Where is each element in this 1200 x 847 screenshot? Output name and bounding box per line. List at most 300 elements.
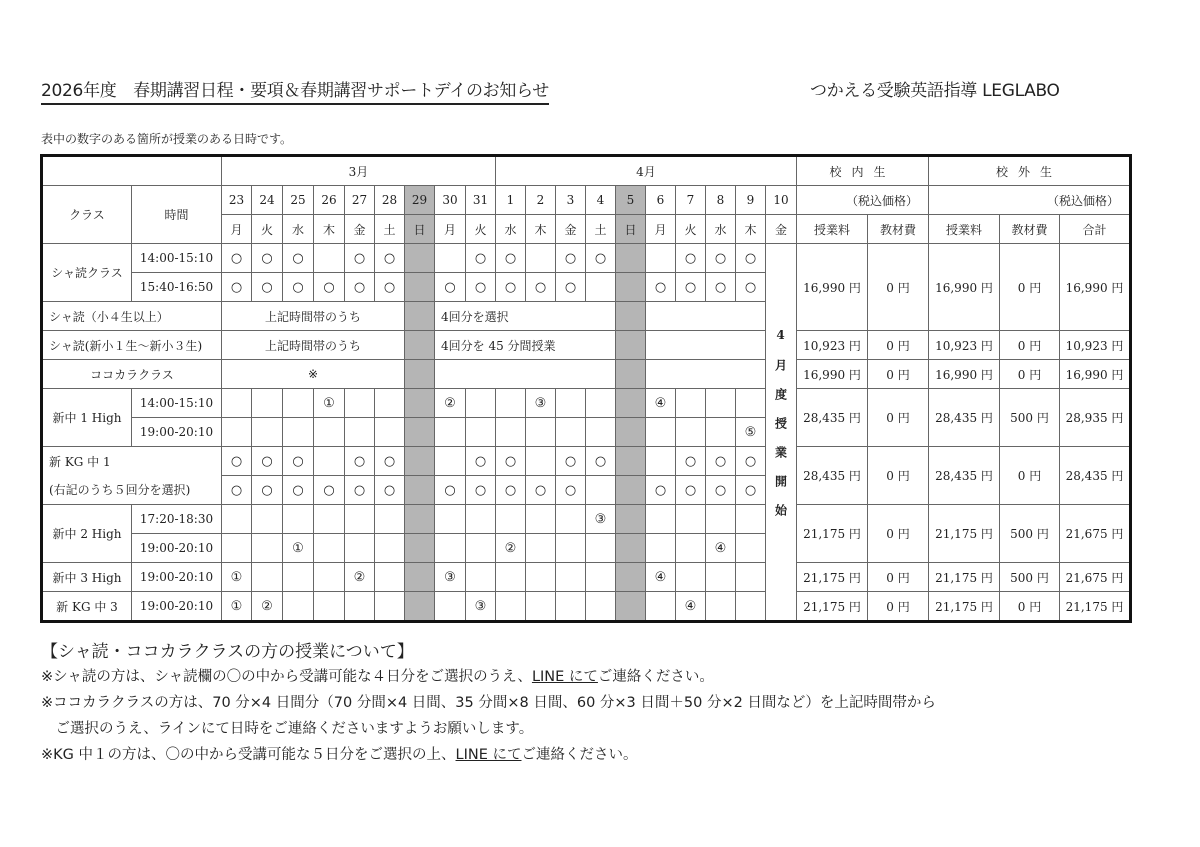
schedule-mark <box>646 418 676 447</box>
schedule-mark: ○ <box>646 476 676 505</box>
schedule-mark <box>586 592 616 622</box>
holiday-cell <box>616 360 646 389</box>
date-cell: 1 <box>496 186 526 215</box>
schedule-mark: ○ <box>375 447 405 476</box>
schedule-mark <box>676 505 706 534</box>
table-intro-text: 表中の数字のある箇所が授業のある日時です。 <box>41 132 293 146</box>
price-cell: 16,990 円 <box>929 244 1000 331</box>
schedule-mark <box>466 505 496 534</box>
price-cell: 28,435 円 <box>929 447 1000 505</box>
schedule-mark <box>646 505 676 534</box>
price-cell: 21,175 円 <box>929 563 1000 592</box>
schedule-mark <box>646 534 676 563</box>
schedule-mark <box>646 447 676 476</box>
holiday-cell <box>405 592 435 622</box>
schedule-mark: ○ <box>736 244 766 273</box>
price-cell: 16,990 円 <box>929 360 1000 389</box>
schedule-mark: ○ <box>314 273 345 302</box>
schedule-mark <box>435 592 466 622</box>
class-time: 17:20-18:30 <box>132 505 222 534</box>
price-cell: 21,175 円 <box>929 592 1000 622</box>
note-cocokara: ※ココカラクラスの方は、70 分×4 日間分（70 分間×4 日間、35 分間×8 日間、60 分×3 日間＋50 分×2 日間など）を上記時間帯から <box>41 695 936 711</box>
price-cell: 0 円 <box>868 505 929 563</box>
price-cell: 0 円 <box>1000 244 1060 331</box>
date-cell: 9 <box>736 186 766 215</box>
holiday-cell <box>616 389 646 418</box>
schedule-mark <box>496 505 526 534</box>
fee-header: 教材費 <box>868 215 929 244</box>
weekday-cell: 金 <box>556 215 586 244</box>
schedule-mark <box>283 592 314 622</box>
price-cell: 0 円 <box>1000 360 1060 389</box>
schedule-mark: ○ <box>283 447 314 476</box>
holiday-cell <box>405 273 435 302</box>
schedule-note: 上記時間帯のうち <box>222 302 405 331</box>
price-cell: 500 円 <box>1000 505 1060 563</box>
schedule-mark <box>283 418 314 447</box>
schedule-mark: ○ <box>556 476 586 505</box>
schedule-mark <box>314 418 345 447</box>
price-cell: 21,175 円 <box>1060 592 1131 622</box>
weekday-cell: 水 <box>283 215 314 244</box>
schedule-mark: ○ <box>706 447 736 476</box>
schedule-mark: ④ <box>646 563 676 592</box>
class-name: (右記のうち５回分を選択) <box>42 476 222 505</box>
schedule-mark <box>466 418 496 447</box>
schedule-mark <box>252 389 283 418</box>
table-row <box>42 563 1131 592</box>
schedule-mark <box>314 534 345 563</box>
price-cell: 16,990 円 <box>797 244 868 331</box>
schedule-mark <box>345 592 375 622</box>
holiday-cell <box>616 563 646 592</box>
schedule-mark: ○ <box>222 447 252 476</box>
schedule-note <box>646 302 766 331</box>
price-cell: 0 円 <box>868 244 929 331</box>
price-cell: 16,990 円 <box>1060 244 1131 331</box>
schedule-mark <box>345 505 375 534</box>
schedule-mark <box>466 534 496 563</box>
schedule-mark: ○ <box>646 273 676 302</box>
weekday-cell: 水 <box>706 215 736 244</box>
schedule-mark <box>526 534 556 563</box>
note-text: ご連絡ください。 <box>521 747 638 763</box>
schedule-mark: ○ <box>435 273 466 302</box>
schedule-mark <box>556 534 586 563</box>
date-cell: 4 <box>586 186 616 215</box>
schedule-mark <box>646 592 676 622</box>
table-row <box>42 389 1131 418</box>
schedule-mark <box>496 563 526 592</box>
schedule-mark: ② <box>252 592 283 622</box>
schedule-mark: ○ <box>556 447 586 476</box>
schedule-mark <box>706 418 736 447</box>
weekday-cell: 土 <box>586 215 616 244</box>
schedule-mark: ① <box>283 534 314 563</box>
schedule-mark <box>466 563 496 592</box>
class-time: 19:00-20:10 <box>132 592 222 622</box>
class-name: シャ読（小４生以上） <box>42 302 222 331</box>
fee-header: 教材費 <box>1000 215 1060 244</box>
price-cell: 28,935 円 <box>1060 389 1131 447</box>
class-name: 新中 2 High <box>42 505 132 563</box>
price-cell: 21,175 円 <box>797 505 868 563</box>
schedule-mark: ○ <box>676 447 706 476</box>
schedule-mark: ④ <box>676 592 706 622</box>
schedule-mark <box>736 592 766 622</box>
weekday-cell: 月 <box>435 215 466 244</box>
holiday-cell <box>616 302 646 331</box>
schedule-mark <box>252 418 283 447</box>
table-row <box>42 331 1131 360</box>
holiday-cell <box>616 476 646 505</box>
price-cell: 21,175 円 <box>797 563 868 592</box>
class-time: 19:00-20:10 <box>132 534 222 563</box>
note-text: ご連絡ください。 <box>597 669 714 685</box>
schedule-note: 4回分を 45 分間授業 <box>435 331 616 360</box>
holiday-cell <box>616 592 646 622</box>
schedule-mark: ○ <box>222 244 252 273</box>
table-row <box>42 447 1131 476</box>
class-time: 19:00-20:10 <box>132 563 222 592</box>
schedule-mark: ○ <box>676 273 706 302</box>
class-time: 14:00-15:10 <box>132 389 222 418</box>
schedule-mark <box>435 244 466 273</box>
schedule-mark <box>586 476 616 505</box>
date-cell: 28 <box>375 186 405 215</box>
schedule-mark <box>375 418 405 447</box>
schedule-mark <box>556 563 586 592</box>
schedule-mark: ① <box>222 592 252 622</box>
schedule-mark <box>314 244 345 273</box>
weekday-cell: 火 <box>676 215 706 244</box>
schedule-mark <box>375 505 405 534</box>
schedule-mark: ○ <box>345 273 375 302</box>
weekday-cell: 日 <box>405 215 435 244</box>
schedule-mark <box>526 447 556 476</box>
schedule-mark <box>706 389 736 418</box>
schedule-mark <box>736 389 766 418</box>
price-cell: 28,435 円 <box>929 389 1000 447</box>
schedule-note <box>646 360 766 389</box>
schedule-mark: ○ <box>676 244 706 273</box>
schedule-mark <box>375 534 405 563</box>
schedule-mark <box>222 389 252 418</box>
schedule-mark: ○ <box>283 273 314 302</box>
schedule-mark <box>736 563 766 592</box>
schedule-mark: ○ <box>466 273 496 302</box>
date-cell: 25 <box>283 186 314 215</box>
price-cell: 0 円 <box>868 360 929 389</box>
schedule-mark <box>435 447 466 476</box>
notes-heading: 【シャ読・ココカラクラスの方の授業について】 <box>41 642 414 662</box>
schedule-note: 上記時間帯のうち <box>222 331 405 360</box>
schedule-mark: ○ <box>314 476 345 505</box>
holiday-cell <box>616 244 646 273</box>
holiday-cell <box>616 447 646 476</box>
schedule-mark <box>556 505 586 534</box>
weekday-cell: 木 <box>314 215 345 244</box>
schedule-mark: ○ <box>466 447 496 476</box>
notes-section <box>41 640 936 768</box>
schedule-mark <box>526 563 556 592</box>
date-cell: 7 <box>676 186 706 215</box>
schedule-mark: ○ <box>466 476 496 505</box>
weekday-cell: 金 <box>766 215 797 244</box>
schedule-mark <box>496 592 526 622</box>
schedule-mark <box>736 505 766 534</box>
fee-header: 合計 <box>1060 215 1131 244</box>
schedule-mark: ○ <box>345 244 375 273</box>
date-cell: 6 <box>646 186 676 215</box>
class-name: シャ読クラス <box>42 244 132 302</box>
schedule-mark <box>375 389 405 418</box>
note-text: ※KG 中１の方は、〇の中から受講可能な５日分をご選択の上、 <box>41 747 456 763</box>
header-internal-students: 校内生 <box>797 156 929 186</box>
schedule-mark <box>314 563 345 592</box>
schedule-mark <box>736 534 766 563</box>
holiday-cell <box>616 273 646 302</box>
schedule-mark: ① <box>314 389 345 418</box>
date-cell: 23 <box>222 186 252 215</box>
schedule-mark: ○ <box>222 273 252 302</box>
date-cell: 24 <box>252 186 283 215</box>
schedule-mark: ④ <box>646 389 676 418</box>
schedule-mark <box>314 447 345 476</box>
holiday-cell <box>405 563 435 592</box>
price-cell: 0 円 <box>1000 447 1060 505</box>
schedule-mark: ○ <box>706 476 736 505</box>
schedule-mark: ○ <box>375 273 405 302</box>
schedule-mark: ○ <box>435 476 466 505</box>
schedule-mark <box>556 592 586 622</box>
holiday-cell <box>616 418 646 447</box>
schedule-mark: ○ <box>526 476 556 505</box>
line-link[interactable]: LINE にて <box>455 747 522 763</box>
date-cell: 26 <box>314 186 345 215</box>
header-external-students: 校外生 <box>929 156 1131 186</box>
schedule-note <box>646 331 766 360</box>
schedule-mark <box>345 418 375 447</box>
price-cell: 500 円 <box>1000 389 1060 447</box>
schedule-mark: ○ <box>283 476 314 505</box>
fee-header: 授業料 <box>929 215 1000 244</box>
weekday-cell: 月 <box>646 215 676 244</box>
schedule-mark <box>222 505 252 534</box>
price-cell: 0 円 <box>868 331 929 360</box>
fee-header: 授業料 <box>797 215 868 244</box>
month-march: 3月 <box>222 156 496 186</box>
class-time: 15:40-16:50 <box>132 273 222 302</box>
date-cell: 3 <box>556 186 586 215</box>
weekday-cell: 火 <box>466 215 496 244</box>
schedule-mark: ○ <box>252 447 283 476</box>
class-name: 新 KG 中 3 <box>42 592 132 622</box>
month-april: 4月 <box>496 156 797 186</box>
schedule-mark <box>375 592 405 622</box>
date-cell: 5 <box>616 186 646 215</box>
holiday-cell <box>405 302 435 331</box>
table-row <box>42 186 1131 215</box>
table-row <box>42 592 1131 622</box>
schedule-mark <box>706 505 736 534</box>
class-name: 新 KG 中 1 <box>42 447 222 476</box>
schedule-mark: ② <box>435 389 466 418</box>
header-blank <box>42 156 222 186</box>
note-cocokara-cont: ご選択のうえ、ラインにて日時をご連絡くださいますようお願いします。 <box>41 721 534 737</box>
price-cell: 21,175 円 <box>797 592 868 622</box>
schedule-mark: ○ <box>345 476 375 505</box>
schedule-mark <box>252 505 283 534</box>
class-name: 新中 1 High <box>42 389 132 447</box>
date-cell: 10 <box>766 186 797 215</box>
schedule-mark: ○ <box>252 273 283 302</box>
price-cell: 16,990 円 <box>1060 360 1131 389</box>
page-title: 2026年度 春期講習日程・要項＆春期講習サポートデイのお知らせ <box>41 76 549 105</box>
schedule-mark: ② <box>496 534 526 563</box>
note-sharead <box>41 664 936 690</box>
weekday-cell: 金 <box>345 215 375 244</box>
schedule-mark: ⑤ <box>736 418 766 447</box>
price-cell: 21,675 円 <box>1060 563 1131 592</box>
schedule-mark <box>586 563 616 592</box>
schedule-mark <box>222 534 252 563</box>
holiday-cell <box>405 534 435 563</box>
schedule-mark: ○ <box>706 273 736 302</box>
schedule-mark: ③ <box>586 505 616 534</box>
schedule-mark <box>283 505 314 534</box>
schedule-mark: ○ <box>222 476 252 505</box>
schedule-mark: ○ <box>736 476 766 505</box>
schedule-mark <box>556 418 586 447</box>
table-row <box>42 156 1131 186</box>
weekday-cell: 土 <box>375 215 405 244</box>
schedule-mark: ○ <box>345 447 375 476</box>
schedule-mark: ○ <box>706 244 736 273</box>
schedule-mark <box>526 418 556 447</box>
holiday-cell <box>405 418 435 447</box>
schedule-mark <box>676 563 706 592</box>
schedule-mark: ○ <box>252 476 283 505</box>
schedule-mark: ○ <box>556 244 586 273</box>
schedule-mark: ○ <box>375 244 405 273</box>
price-cell: 0 円 <box>1000 331 1060 360</box>
schedule-mark: ○ <box>496 447 526 476</box>
class-name: シャ読(新小１生～新小３生) <box>42 331 222 360</box>
class-name: ココカラクラス <box>42 360 222 389</box>
weekday-cell: 木 <box>736 215 766 244</box>
price-cell: 10,923 円 <box>1060 331 1131 360</box>
holiday-cell <box>616 505 646 534</box>
schedule-mark: ○ <box>496 476 526 505</box>
schedule-mark <box>586 273 616 302</box>
schedule-mark <box>526 244 556 273</box>
schedule-mark: ○ <box>586 244 616 273</box>
price-cell: 28,435 円 <box>797 389 868 447</box>
weekday-cell: 火 <box>252 215 283 244</box>
schedule-mark <box>526 592 556 622</box>
schedule-mark <box>556 389 586 418</box>
date-cell: 8 <box>706 186 736 215</box>
schedule-note <box>435 360 616 389</box>
organization-name: つかえる受験英語指導 LEGLABO <box>810 81 1060 101</box>
date-cell: 27 <box>345 186 375 215</box>
price-cell: 21,675 円 <box>1060 505 1131 563</box>
schedule-mark <box>496 418 526 447</box>
schedule-mark: ○ <box>375 476 405 505</box>
schedule-mark <box>466 389 496 418</box>
schedule-mark <box>314 592 345 622</box>
price-cell: 500 円 <box>1000 563 1060 592</box>
table-row <box>42 360 1131 389</box>
schedule-mark: ③ <box>466 592 496 622</box>
weekday-cell: 木 <box>526 215 556 244</box>
date-cell: 29 <box>405 186 435 215</box>
schedule-mark <box>252 534 283 563</box>
schedule-mark <box>676 534 706 563</box>
price-cell: 0 円 <box>868 447 929 505</box>
schedule-mark <box>706 563 736 592</box>
holiday-cell <box>616 331 646 360</box>
schedule-mark <box>435 418 466 447</box>
schedule-mark: ○ <box>526 273 556 302</box>
class-name: 新中 3 High <box>42 563 132 592</box>
schedule-mark: ○ <box>496 273 526 302</box>
schedule-mark: ① <box>222 563 252 592</box>
note-text: ※シャ読の方は、シャ読欄の〇の中から受講可能な４日分をご選択のうえ、 <box>41 669 532 685</box>
schedule-mark <box>283 563 314 592</box>
price-cell: 10,923 円 <box>929 331 1000 360</box>
schedule-mark <box>676 418 706 447</box>
schedule-mark <box>345 389 375 418</box>
schedule-mark <box>375 563 405 592</box>
schedule-mark: ○ <box>586 447 616 476</box>
price-cell: 0 円 <box>1000 592 1060 622</box>
schedule-mark: ○ <box>283 244 314 273</box>
schedule-mark <box>586 534 616 563</box>
schedule-note: ※ <box>222 360 405 389</box>
line-link[interactable]: LINE にて <box>531 669 598 685</box>
holiday-cell <box>405 505 435 534</box>
schedule-mark <box>345 534 375 563</box>
class-time: 14:00-15:10 <box>132 244 222 273</box>
schedule-mark: ○ <box>252 244 283 273</box>
note-kg <box>41 742 936 768</box>
schedule-mark <box>676 389 706 418</box>
date-cell: 2 <box>526 186 556 215</box>
schedule-mark <box>586 418 616 447</box>
table-row <box>42 505 1131 534</box>
weekday-cell: 月 <box>222 215 252 244</box>
tax-note: （税込価格） <box>929 186 1131 215</box>
class-time: 19:00-20:10 <box>132 418 222 447</box>
schedule-mark <box>435 534 466 563</box>
holiday-cell <box>405 244 435 273</box>
holiday-cell <box>405 476 435 505</box>
schedule-mark <box>283 389 314 418</box>
price-cell: 28,435 円 <box>1060 447 1131 505</box>
schedule-mark: ○ <box>736 273 766 302</box>
header-time: 時間 <box>132 186 222 244</box>
schedule-mark: ○ <box>676 476 706 505</box>
schedule-mark: ○ <box>736 447 766 476</box>
date-cell: 30 <box>435 186 466 215</box>
schedule-table <box>40 154 1132 623</box>
holiday-cell <box>405 389 435 418</box>
schedule-mark: ○ <box>496 244 526 273</box>
weekday-cell: 水 <box>496 215 526 244</box>
tax-note: （税込価格） <box>797 186 929 215</box>
